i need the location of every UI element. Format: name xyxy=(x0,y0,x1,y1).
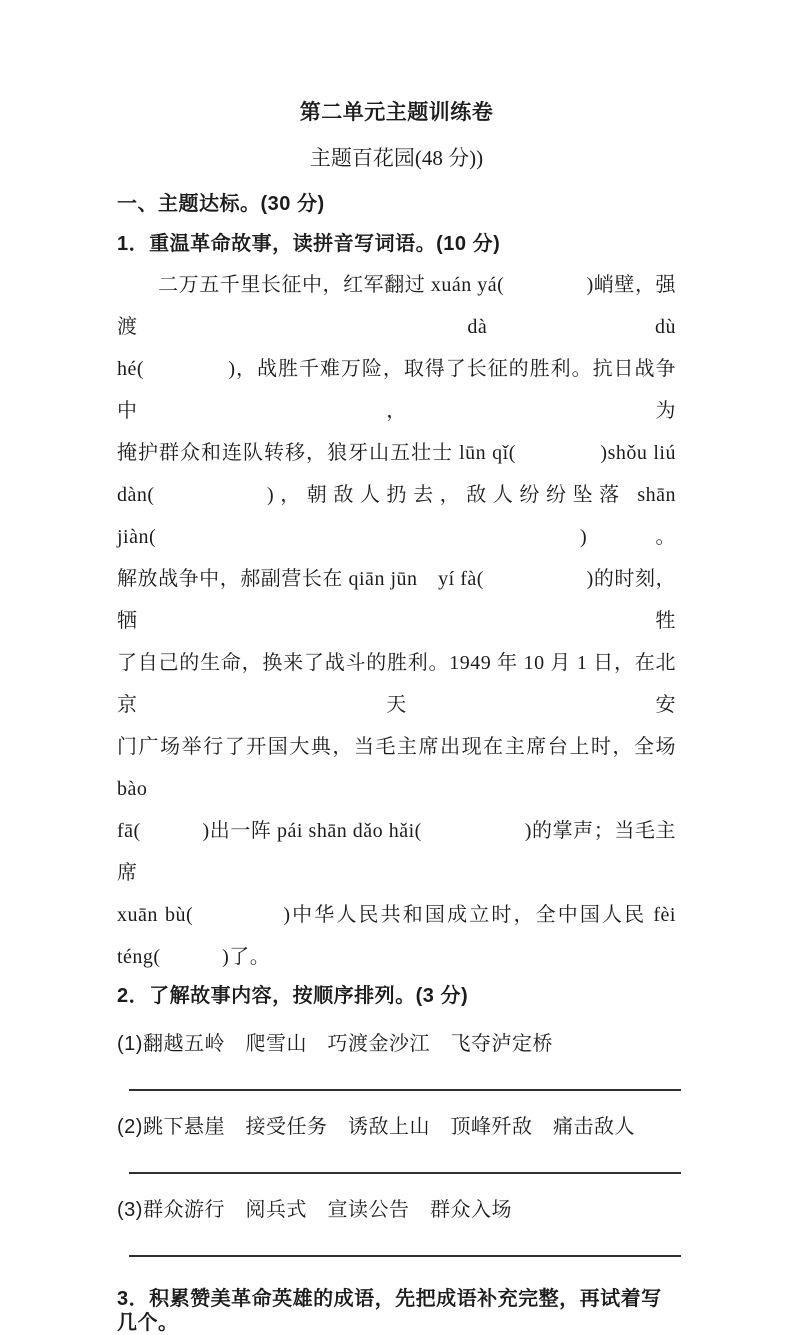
paragraph-line-3: 掩护群众和连队转移，狼牙山五壮士 lūn qǐ( )shǒu liú xyxy=(117,442,676,464)
question-3-label: 3．积累赞美革命英雄的成语，先把成语补充完整，再试着写几个。 xyxy=(117,1288,662,1334)
section-one-heading: 一、主题达标。(30 分) xyxy=(117,193,325,215)
sequence-item-3: (3)群众游行 阅兵式 宣读公告 群众入场 xyxy=(117,1199,512,1221)
paragraph-line-10: téng( )了。 xyxy=(117,946,271,968)
sequence-item-2: (2)跳下悬崖 接受任务 诱敌上山 顶峰歼敌 痛击敌人 xyxy=(117,1116,635,1138)
paragraph-line-7: 门广场举行了开国大典，当毛主席出现在主席台上时，全场 bào xyxy=(117,736,676,800)
paragraph-line-4: dàn( )，朝敌人扔去，敌人纷纷坠落 shān jiàn( )。 xyxy=(117,484,676,548)
paragraph-line-1: 二万五千里长征中，红军翻过 xuán yá( )峭壁，强渡 dà dù xyxy=(117,274,676,338)
answer-line-1 xyxy=(129,1089,681,1091)
pinyin-fill-paragraph xyxy=(117,264,676,978)
answer-line-2 xyxy=(129,1172,681,1174)
paragraph-line-8: fā( )出一阵 pái shān dǎo hǎi( )的掌声；当毛主席 xyxy=(117,820,676,884)
exam-title: 第二单元主题训练卷 xyxy=(299,101,494,124)
exam-subtitle: 主题百花园(48 分)) xyxy=(309,146,484,170)
question-1-label: 1．重温革命故事，读拼音写词语。(10 分) xyxy=(117,233,501,255)
answer-line-3 xyxy=(129,1255,681,1257)
paragraph-line-5: 解放战争中，郝副营长在 qiān jūn yí fà( )的时刻，牺牲 xyxy=(117,568,676,632)
paragraph-line-2: hé( )，战胜千难万险，取得了长征的胜利。抗日战争中，为 xyxy=(117,358,676,422)
paragraph-line-6: 了自己的生命，换来了战斗的胜利。1949 年 10 月 1 日，在北京天安 xyxy=(117,652,676,716)
question-2-label: 2．了解故事内容，按顺序排列。(3 分) xyxy=(117,985,469,1007)
paragraph-line-9: xuān bù( )中华人民共和国成立时，全中国人民 fèi xyxy=(117,904,676,926)
sequence-item-1: (1)翻越五岭 爬雪山 巧渡金沙江 飞夺泸定桥 xyxy=(117,1033,553,1055)
